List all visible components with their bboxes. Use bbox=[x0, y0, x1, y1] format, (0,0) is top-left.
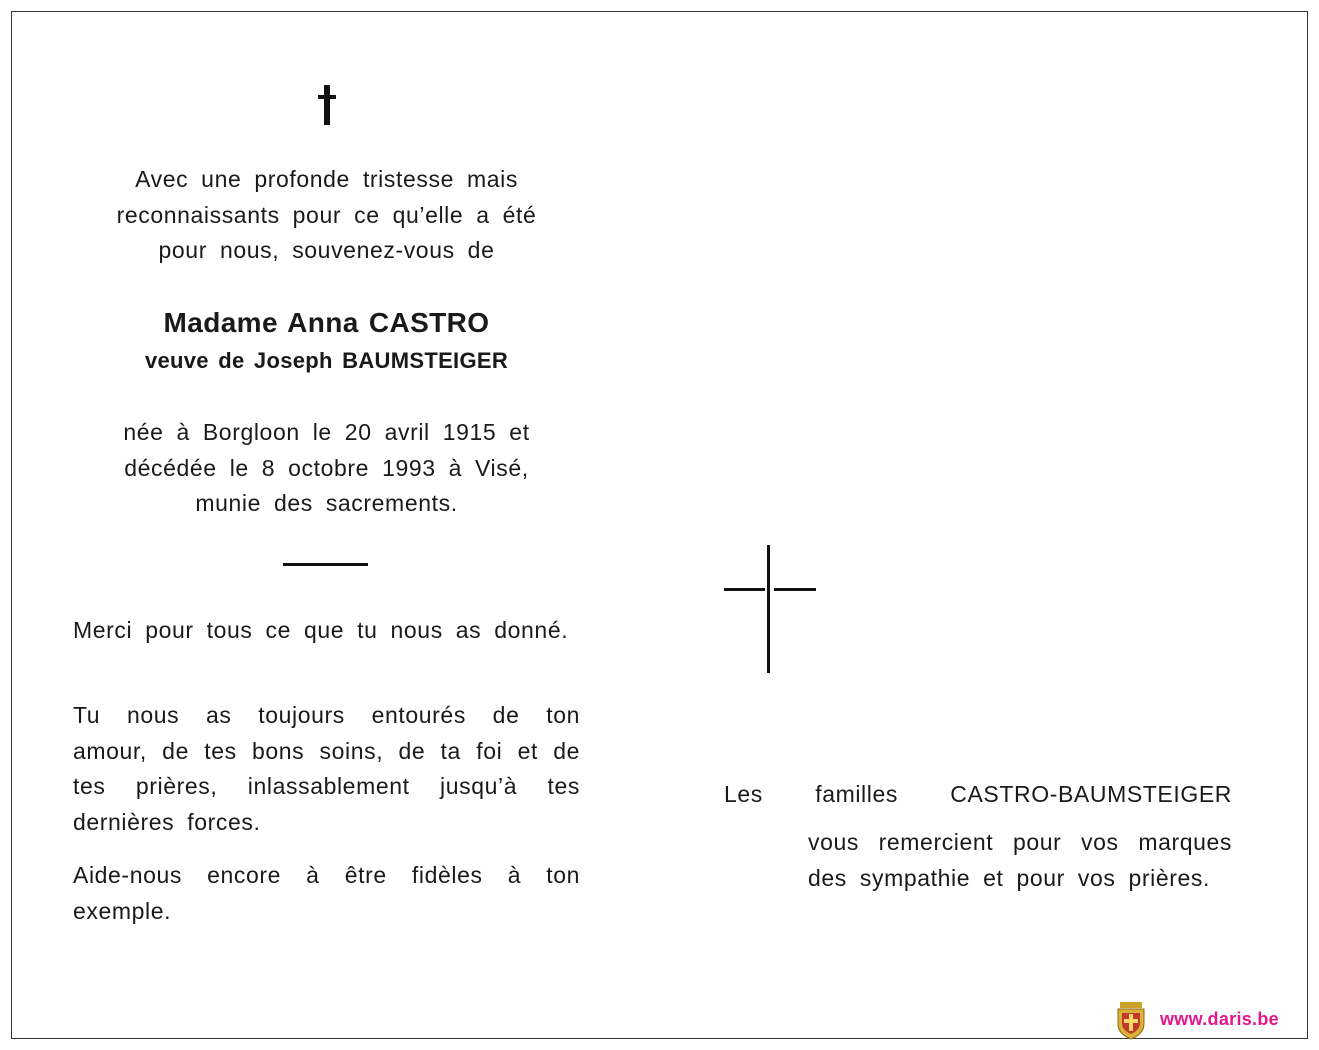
cross-icon bbox=[318, 85, 336, 125]
intro-text bbox=[73, 162, 580, 269]
families-word-3: CASTRO-BAUMSTEIGER bbox=[950, 781, 1232, 807]
families-word-2: familles bbox=[815, 781, 898, 807]
dates-line-2: décédée le 8 octobre 1993 à Visé, bbox=[124, 454, 529, 481]
paragraph-aide: Aide-nous encore à être fidèles à ton exemple. bbox=[73, 862, 580, 924]
thanks-text: vous remercient pour vos marques des sympathie et pour vos prières. bbox=[808, 829, 1232, 891]
separator-line bbox=[283, 563, 368, 566]
dates-line-1: née à Borgloon le 20 avril 1915 et bbox=[123, 419, 530, 445]
deceased-name: Madame Anna CASTRO bbox=[163, 307, 490, 338]
intro-line-2: reconnaissants pour ce qu’elle a été bbox=[116, 201, 537, 228]
life-dates bbox=[73, 415, 580, 522]
intro-line-1: Avec une profonde tristesse mais bbox=[135, 166, 518, 192]
families-word-1: Les bbox=[724, 781, 763, 807]
cross-large-icon bbox=[724, 545, 816, 673]
site-url: www.daris.be bbox=[1160, 1008, 1279, 1029]
intro-line-3: pour nous, souvenez-vous de bbox=[158, 237, 495, 263]
widow-of: veuve de Joseph BAUMSTEIGER bbox=[144, 348, 509, 373]
dates-line-3: munie des sacrements. bbox=[195, 490, 458, 516]
heraldic-crest-icon bbox=[1114, 998, 1148, 1040]
paragraph-merci: Merci pour tous ce que tu nous as donné. bbox=[73, 617, 569, 643]
watermark bbox=[1114, 998, 1279, 1040]
families-line bbox=[724, 777, 1232, 812]
paragraph-tu-nous: Tu nous as toujours entourés de ton amour, de tes bons soins, de ta foi et de tes prières, inlassablement jusqu’à tes dernières forces. bbox=[73, 702, 580, 835]
